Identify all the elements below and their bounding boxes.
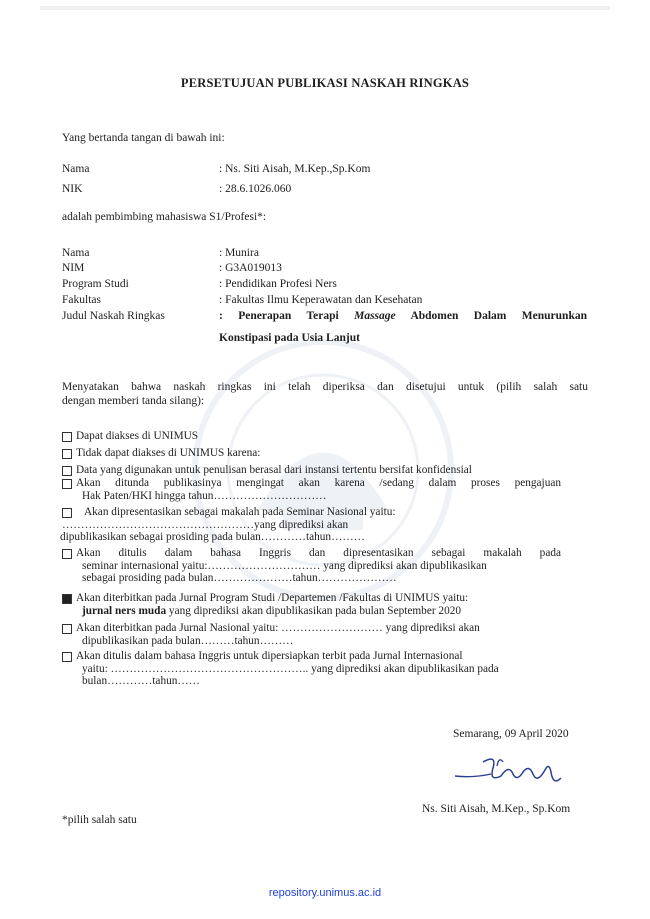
repository-link[interactable]: repository.unimus.ac.id: [268, 887, 382, 899]
option-seminar-nasional[interactable]: Akan dipresentasikan sebagai makalah pada Seminar Nasional yaitu: ……………………………………………yang diprediksi akan dipublikasikan sebagai prosiding pada bulan…………tahun………: [60, 506, 396, 544]
option-konfidensial[interactable]: Data yang digunakan untuk penulisan berasal dari instansi tertentu bersifat konfidensial: [62, 464, 572, 477]
option-ditunda-paten[interactable]: Akan ditunda publikasinya mengingat akan karena /sedang dalam proses pengajuan Hak Paten/HKI hingga tahun…………………………: [62, 477, 572, 502]
footnote: *pilih salah satu: [62, 814, 137, 826]
place-date: Semarang, 09 April 2020: [453, 728, 569, 740]
supervisor-nama-label: Nama: [62, 163, 90, 175]
scan-edge: [40, 6, 610, 10]
student-nama-value: : Munira: [219, 247, 259, 259]
supervisor-nik-label: NIK: [62, 183, 83, 195]
page-title: PERSETUJUAN PUBLIKASI NASKAH RINGKAS: [180, 76, 470, 90]
option-tidak-dapat-diakses[interactable]: Tidak dapat diakses di UNIMUS karena:: [62, 447, 572, 460]
signer-name: Ns. Siti Aisah, M.Kep., Sp.Kom: [422, 803, 571, 815]
student-fakultas-label: Fakultas: [62, 294, 101, 306]
option-dapat-diakses[interactable]: Dapat diakses di UNIMUS: [62, 430, 572, 443]
role-line: adalah pembimbing mahasiswa S1/Profesi*:: [62, 211, 267, 223]
student-judul-value-line1: : Penerapan Terapi Massage Abdomen Dalam Menurunkan: [219, 310, 587, 322]
option-jurnal-nasional[interactable]: Akan diterbitkan pada Jurnal Nasional yaitu: ……………………… yang diprediksi akan dipublikasikan pada bulan………tahun………: [62, 622, 572, 647]
option-jurnal-internasional[interactable]: Akan ditulis dalam bahasa Inggris untuk dipersiapkan terbit pada Jurnal Internasional yaitu: …………………………………………….. yang diprediksi akan dipublikasikan pada bulan…………tahun……: [62, 650, 572, 688]
intro-text: Yang bertanda tangan di bawah ini:: [62, 132, 225, 144]
student-nama-label: Nama: [62, 247, 90, 259]
student-nim-label: NIM: [62, 262, 85, 274]
supervisor-nik-value: : 28.6.1026.060: [219, 183, 292, 195]
supervisor-nama-value: : Ns. Siti Aisah, M.Kep.,Sp.Kom: [219, 163, 371, 175]
handwritten-signature: [453, 752, 573, 792]
statement-line-1: Menyatakan bahwa naskah ringkas ini telah diperiksa dan disetujui untuk (pilih salah satu: [62, 381, 588, 393]
student-fakultas-value: : Fakultas Ilmu Keperawatan dan Kesehatan: [219, 294, 423, 306]
statement-line-2: dengan memberi tanda silang):: [62, 395, 205, 407]
student-prodi-label: Program Studi: [62, 278, 129, 290]
student-judul-value-line2: Konstipasi pada Usia Lanjut: [219, 332, 360, 344]
student-judul-label: Judul Naskah Ringkas: [62, 310, 165, 322]
student-prodi-value: : Pendidikan Profesi Ners: [219, 278, 337, 290]
option-seminar-internasional[interactable]: Akan ditulis dalam bahasa Inggris dan dipresentasikan sebagai makalah pada seminar internasional yaitu:………………………… yang diprediksi akan dipublikasikan sebagai prosiding pada bulan…………………tahun…………………: [62, 547, 572, 585]
option-jurnal-unimus[interactable]: Akan diterbitkan pada Jurnal Program Studi /Departemen /Fakultas di UNIMUS yaitu: jurnal ners muda yang diprediksi akan dipublikasikan pada bulan September 2020: [62, 592, 572, 617]
student-nim-value: : G3A019013: [219, 262, 282, 274]
